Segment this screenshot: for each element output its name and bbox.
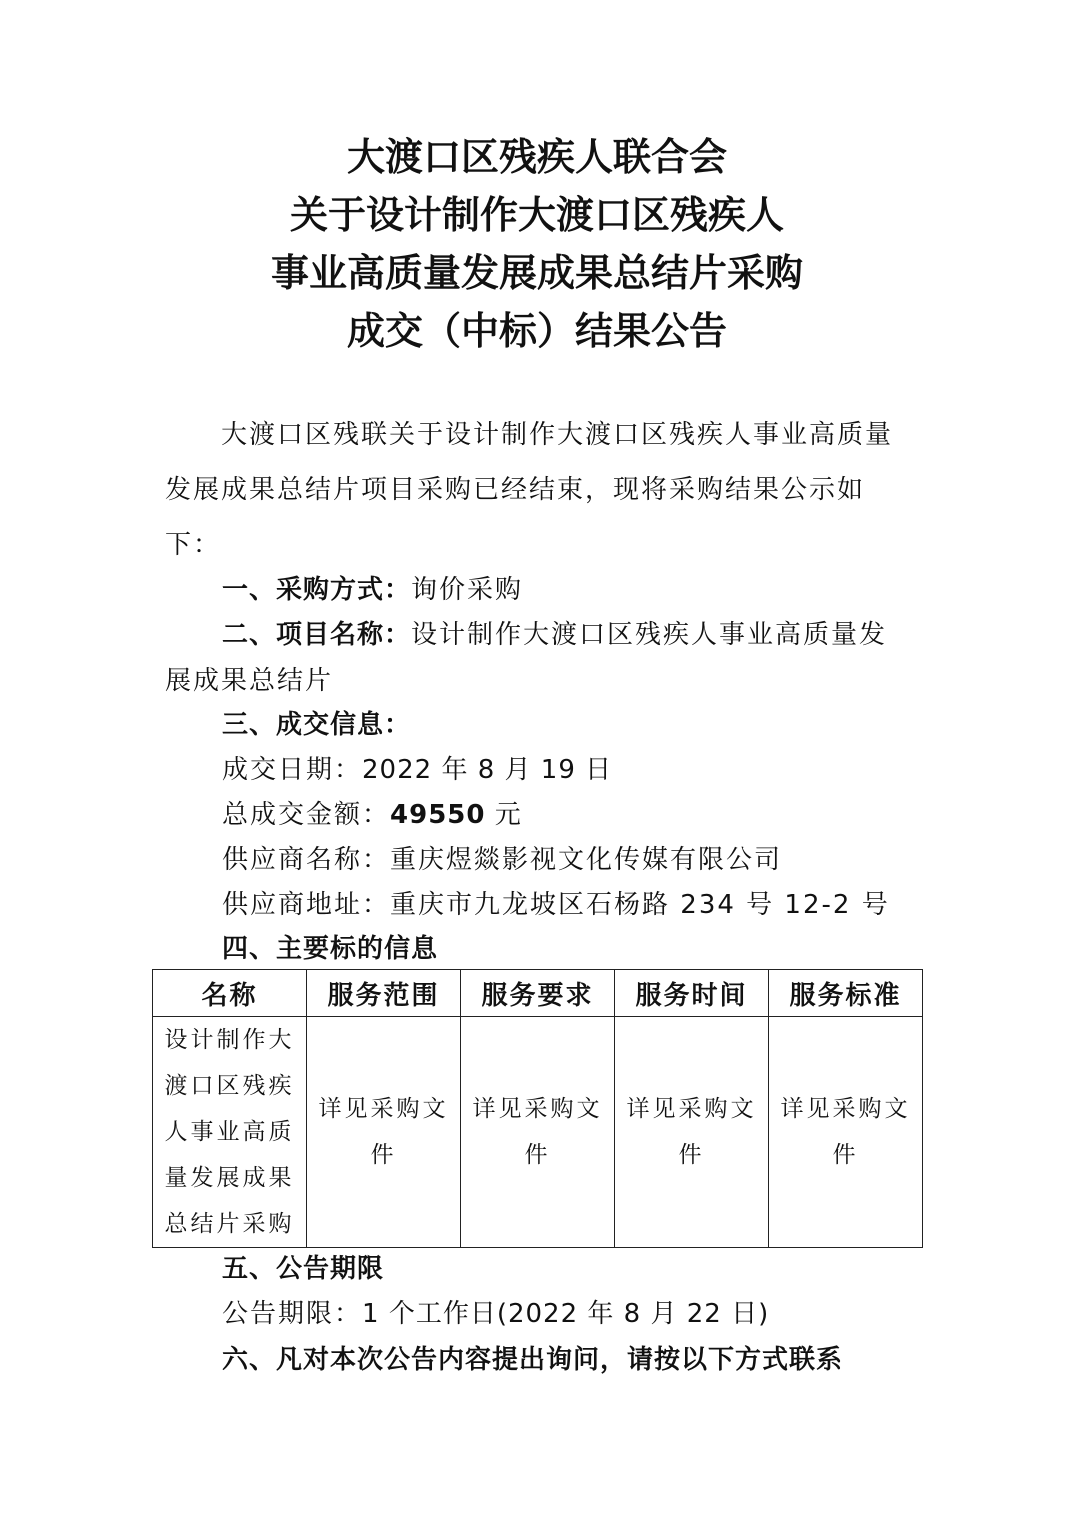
deal-date-value: 2022 年 8 月 19 日: [362, 755, 613, 785]
procurement-method-line: [222, 570, 523, 610]
project-name-value: 设计制作大渡口区残疾人事业高质量发: [411, 620, 888, 650]
deal-date-line: [222, 750, 612, 790]
announcement-title: [0, 128, 1074, 360]
deal-info-heading: [222, 705, 411, 745]
main-targets-table: [152, 969, 923, 1248]
deal-amount-label: 总成交金额：: [222, 800, 391, 830]
notice-period-heading-text: 五、公告期限: [222, 1254, 385, 1284]
notice-period-heading: [222, 1249, 384, 1289]
supplier-address-line: [222, 885, 890, 925]
notice-period-value: 1 个工作日(2022 年 8 月 22 日): [362, 1299, 770, 1329]
procurement-method-heading: 一、采购方式：: [222, 575, 412, 605]
intro-paragraph: 大渡口区残联关于设计制作大渡口区残疾人事业高质量发展成果总结片项目采购已经结束，现将采购结果公示如下：: [165, 420, 894, 560]
table-cell-name: 设计制作大渡口区残疾人事业高质量发展成果总结片采购: [153, 1017, 307, 1248]
table-cell-standard: 详见采购文件: [769, 1017, 923, 1248]
main-targets-heading: [222, 929, 438, 969]
table-header-requirement: 服务要求: [461, 970, 615, 1017]
supplier-address-value: 重庆市九龙坡区石杨路 234 号 12-2 号: [390, 890, 890, 920]
table-header-standard: 服务标准: [769, 970, 923, 1017]
table-row: [153, 1017, 923, 1248]
deal-date-label: 成交日期：: [222, 755, 363, 785]
title-line-4: 成交（中标）结果公告: [346, 308, 727, 353]
title-line-1: 大渡口区残疾人联合会: [346, 134, 727, 179]
table-header-scope: 服务范围: [307, 970, 461, 1017]
notice-period-label: 公告期限：: [222, 1299, 363, 1329]
table-cell-time: 详见采购文件: [615, 1017, 769, 1248]
table-cell-scope: 详见采购文件: [307, 1017, 461, 1248]
deal-amount-unit: 元: [485, 800, 522, 830]
notice-period-line: [222, 1294, 769, 1334]
deal-info-heading-text: 三、成交信息：: [222, 710, 412, 740]
table-cell-requirement: 详见采购文件: [461, 1017, 615, 1248]
title-line-3: 事业高质量发展成果总结片采购: [270, 250, 803, 295]
deal-amount-value: 49550: [390, 800, 486, 830]
project-name-continuation: 展成果总结片: [165, 666, 334, 696]
table-header-name: 名称: [153, 970, 307, 1017]
project-name-heading: 二、项目名称：: [222, 620, 412, 650]
contact-heading-text: 六、凡对本次公告内容提出询问，请按以下方式联系: [222, 1345, 844, 1375]
deal-amount-line: [222, 795, 522, 835]
main-targets-heading-text: 四、主要标的信息: [222, 934, 439, 964]
procurement-method-value: 询价采购: [411, 575, 524, 605]
table-header-row: [153, 970, 923, 1017]
supplier-name-value: 重庆煜燚影视文化传媒有限公司: [390, 845, 783, 875]
supplier-name-label: 供应商名称：: [222, 845, 391, 875]
supplier-address-label: 供应商地址：: [222, 890, 391, 920]
project-name-line: [222, 615, 887, 655]
title-line-2: 关于设计制作大渡口区残疾人: [289, 192, 784, 237]
contact-heading: [222, 1340, 843, 1380]
supplier-name-line: [222, 840, 782, 880]
table-header-time: 服务时间: [615, 970, 769, 1017]
